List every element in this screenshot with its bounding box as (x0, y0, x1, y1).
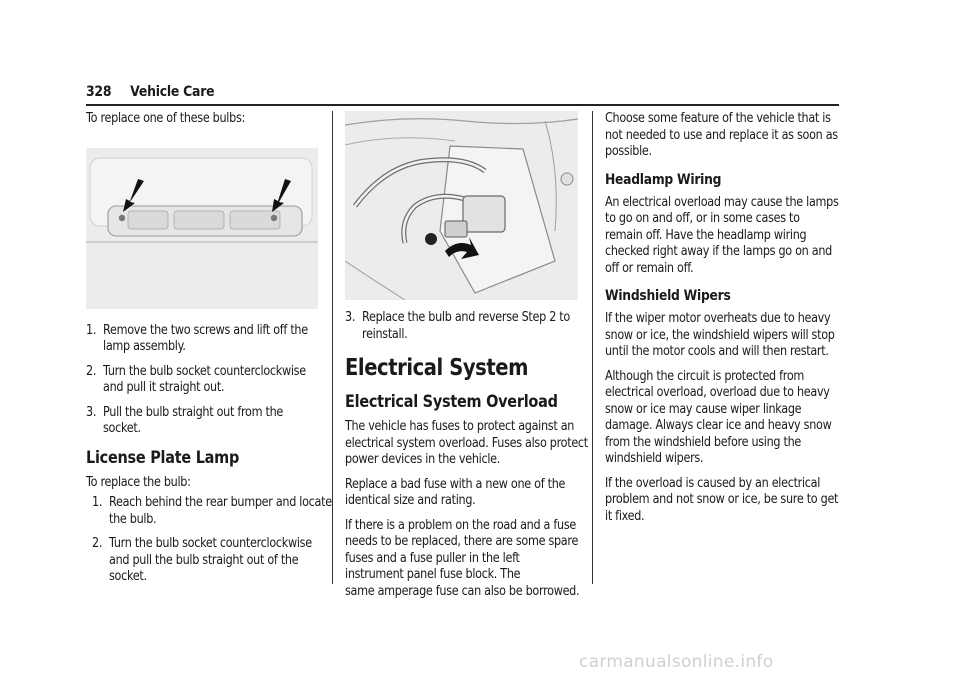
list-item: 3. Pull the bulb straight out from the socket. (86, 404, 284, 436)
steps-list-a (86, 323, 318, 438)
page-header (86, 84, 214, 100)
intro-text: To replace one of these bulbs: (86, 111, 245, 126)
watermark: carmanualsonline.info (579, 652, 774, 672)
column-divider-1 (332, 111, 333, 584)
column-3 (605, 111, 837, 533)
page-number: 328 (86, 84, 112, 100)
column-1 (86, 111, 332, 594)
windshield-wipers-heading: Windshield Wipers (605, 288, 731, 304)
intro-text-2: To replace the bulb: (86, 474, 191, 490)
paragraph: If there is a problem on the road and a fuse needs to be replaced, there are some spare fuses and a fuse puller in the left instrument panel fuse block. The same amperage fuse can also be borrowed. (345, 517, 580, 599)
paragraph: Although the circuit is protected from electrical overload, overload due to heavy snow or ice may cause wiper linkage damage. Always clear ice and heavy snow from the windshield before using the windshield wipers. (605, 368, 832, 466)
bulb-socket-figure (345, 111, 578, 300)
header-rule (86, 104, 839, 106)
list-item: 1. Remove the two screws and lift off the lamp assembly. (86, 322, 308, 354)
overload-heading: Electrical System Overload (345, 392, 558, 412)
column-2 (345, 111, 588, 608)
column-divider-2 (592, 111, 593, 584)
license-lamp-figure (86, 148, 318, 309)
paragraph: Replace a bad fuse with a new one of the identical size and rating. (345, 476, 566, 508)
paragraph: The vehicle has fuses to protect against an electrical system overload. Fuses also protect power devices in the vehicle. (345, 419, 588, 467)
paragraph: If the overload is caused by an electrical problem and not snow or ice, be sure to get it fixed. (605, 475, 839, 524)
list-item: 2. Turn the bulb socket counterclockwise and pull the bulb straight out of the socket. (92, 536, 312, 584)
electrical-system-heading: Electrical System (345, 355, 529, 381)
steps-list-b (92, 495, 332, 586)
license-plate-lamp-heading: License Plate Lamp (86, 447, 240, 468)
list-item: 3. Replace the bulb and reverse Step 2 to reinstall. (345, 310, 570, 342)
headlamp-wiring-heading: Headlamp Wiring (605, 171, 722, 188)
list-item: 1. Reach behind the rear bumper and locate the bulb. (92, 495, 332, 527)
section-title: Vehicle Care (130, 84, 215, 100)
paragraph: If the wiper motor overheats due to heavy snow or ice, the windshield wipers will stop until the motor cools and will then restart. (605, 311, 835, 359)
list-item: 2. Turn the bulb socket counterclockwise and pull it straight out. (86, 363, 306, 395)
paragraph: Choose some feature of the vehicle that is not needed to use and replace it as soon as possible. (605, 111, 838, 159)
paragraph: An electrical overload may cause the lamps to go on and off, or in some cases to remain off. Have the headlamp wiring checked right away if the lamps go on and off or remain off. (605, 194, 839, 276)
